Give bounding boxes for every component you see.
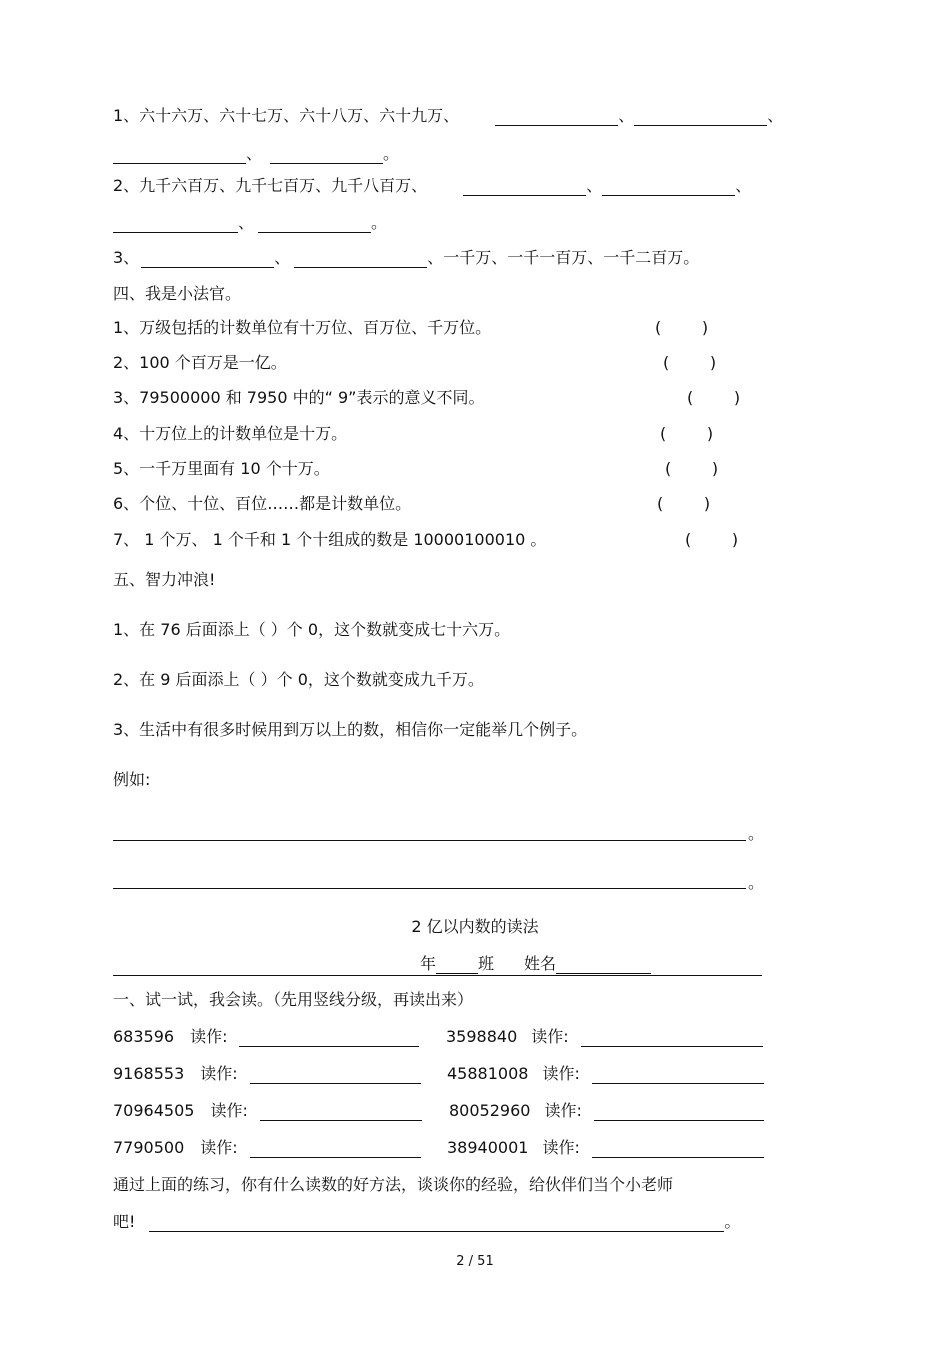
read-answer-blank[interactable] <box>239 1030 419 1047</box>
closing-text-2 <box>113 1212 740 1232</box>
year-label: 年 <box>420 954 437 973</box>
name-label: 姓名 <box>524 954 557 973</box>
class-info-line <box>370 954 651 974</box>
number-to-read: 70964505 <box>113 1101 195 1120</box>
number-row <box>449 1101 764 1121</box>
section5-q1: 1、在 76 后面添上（ ）个 0，这个数就变成七十六万。 <box>113 620 511 639</box>
number-to-read: 9168553 <box>113 1064 185 1083</box>
read-answer-blank[interactable] <box>581 1030 763 1047</box>
q3-1-label: 1、六十六万、六十七万、六十八万、六十九万、 <box>113 106 460 125</box>
judge-item-text: 5、一千万里面有 10 个十万。 <box>113 459 330 478</box>
number-to-read: 7790500 <box>113 1138 185 1157</box>
part1-heading: 一、试一试，我会读。（先用竖线分级，再读出来） <box>113 990 474 1009</box>
name-blank[interactable] <box>556 957 651 974</box>
lesson-title: 2 亿以内数的读法 <box>411 917 539 936</box>
read-answer-blank[interactable] <box>250 1067 421 1084</box>
judge-item-text: 2、100 个百万是一亿。 <box>113 353 287 372</box>
method-answer-blank[interactable] <box>149 1215 724 1232</box>
closing-text: 通过上面的练习，你有什么读数的好方法，谈谈你的经验，给伙伴们当个小老师 <box>113 1175 674 1194</box>
judge-answer-paren[interactable]: ( ) <box>663 353 717 372</box>
read-answer-blank[interactable] <box>592 1067 764 1084</box>
read-label: 读作: <box>544 1101 582 1120</box>
number-to-read: 3598840 <box>446 1027 518 1046</box>
section5-heading: 五、智力冲浪! <box>113 570 216 589</box>
q3-3-tail: 、一千万、一千一百万、一千二百万。 <box>427 248 700 267</box>
number-to-read: 45881008 <box>447 1064 529 1083</box>
period: 。 <box>371 213 388 232</box>
q3-2-blank-2[interactable] <box>602 179 735 196</box>
period: 。 <box>748 824 765 843</box>
judge-answer-paren[interactable]: ( ) <box>657 494 711 513</box>
separator: 、 <box>246 144 263 163</box>
number-to-read: 80052960 <box>449 1101 531 1120</box>
period: 。 <box>724 1212 741 1231</box>
q3-3-blank-1[interactable] <box>141 251 274 268</box>
separator: 、 <box>735 176 752 195</box>
read-label: 读作: <box>542 1138 580 1157</box>
read-label: 读作: <box>542 1064 580 1083</box>
q3-2-line <box>113 176 751 196</box>
read-label: 读作: <box>200 1064 238 1083</box>
q3-3-label: 3、 <box>113 248 140 267</box>
q3-1-blank-1[interactable] <box>495 109 618 126</box>
judge-answer-paren[interactable]: ( ) <box>660 424 714 443</box>
number-row <box>113 1064 421 1084</box>
q3-3-line <box>113 248 699 268</box>
q3-1-line-2 <box>113 144 399 164</box>
q3-2-blank-3[interactable] <box>113 216 238 233</box>
judge-answer-paren[interactable]: ( ) <box>687 388 741 407</box>
number-to-read: 683596 <box>113 1027 175 1046</box>
number-row <box>113 1138 421 1158</box>
read-answer-blank[interactable] <box>594 1104 764 1121</box>
judge-item-text: 4、十万位上的计数单位是十万。 <box>113 424 348 443</box>
answer-line-1[interactable] <box>113 840 746 841</box>
class-blank[interactable] <box>436 957 478 974</box>
q3-2-blank-1[interactable] <box>463 179 586 196</box>
judge-item-text: 1、万级包括的计数单位有十万位、百万位、千万位。 <box>113 318 492 337</box>
number-row <box>446 1027 763 1047</box>
example-label: 例如: <box>113 770 151 789</box>
judge-answer-paren[interactable]: ( ) <box>685 530 739 549</box>
judge-answer-paren[interactable]: ( ) <box>665 459 719 478</box>
q3-3-blank-2[interactable] <box>294 251 427 268</box>
year-blank[interactable] <box>370 958 408 974</box>
page-number: 2 / 51 <box>456 1254 494 1269</box>
separator: 、 <box>767 106 784 125</box>
number-row <box>113 1027 419 1047</box>
q3-1-blank-3[interactable] <box>113 147 246 164</box>
separator: 、 <box>586 176 603 195</box>
judge-item-text: 6、个位、十位、百位……都是计数单位。 <box>113 494 412 513</box>
section5-q2: 2、在 9 后面添上（ ）个 0，这个数就变成九千万。 <box>113 670 484 689</box>
separator: 、 <box>618 106 635 125</box>
read-answer-blank[interactable] <box>260 1104 422 1121</box>
number-row <box>113 1101 422 1121</box>
q3-1-line <box>113 106 783 126</box>
q3-2-label: 2、九千六百万、九千七百万、九千八百万、 <box>113 176 428 195</box>
q3-2-blank-4[interactable] <box>258 216 371 233</box>
answer-line-2[interactable] <box>113 888 746 889</box>
number-row <box>447 1138 764 1158</box>
section4-heading: 四、我是小法官。 <box>113 284 242 303</box>
judge-item-text: 3、79500000 和 7950 中的“ 9”表示的意义不同。 <box>113 388 485 407</box>
number-to-read: 38940001 <box>447 1138 529 1157</box>
judge-answer-paren[interactable]: ( ) <box>655 318 709 337</box>
read-label: 读作: <box>190 1027 228 1046</box>
q3-1-blank-2[interactable] <box>634 109 767 126</box>
number-row <box>447 1064 764 1084</box>
separator: 、 <box>274 248 291 267</box>
judge-item-text: 7、 1 个万、 1 个千和 1 个十组成的数是 10000100010 。 <box>113 530 547 549</box>
read-answer-blank[interactable] <box>592 1141 764 1158</box>
q3-2-line-2 <box>113 213 387 233</box>
q3-1-blank-4[interactable] <box>270 147 383 164</box>
read-label: 读作: <box>200 1138 238 1157</box>
read-answer-blank[interactable] <box>250 1141 421 1158</box>
closing-text-end: 吧! <box>113 1212 136 1231</box>
separator: 、 <box>238 213 255 232</box>
class-label: 班 <box>478 954 495 973</box>
period: 。 <box>383 144 400 163</box>
read-label: 读作: <box>210 1101 248 1120</box>
period: 。 <box>748 873 765 892</box>
section5-q3: 3、生活中有很多时候用到万以上的数，相信你一定能举几个例子。 <box>113 720 588 739</box>
header-rule <box>113 975 762 976</box>
read-label: 读作: <box>531 1027 569 1046</box>
